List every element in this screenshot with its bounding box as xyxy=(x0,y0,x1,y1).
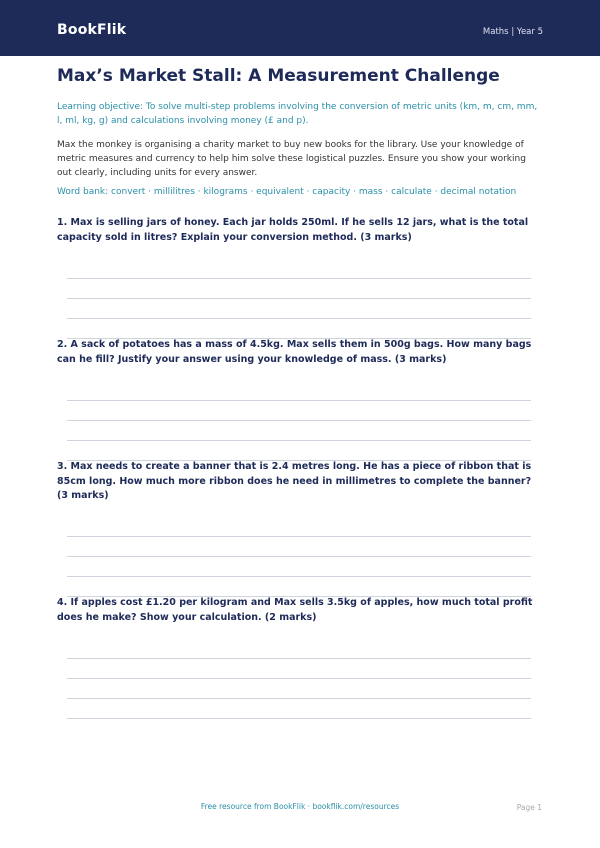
learning-objective: Learning objective: To solve multi-step problems involving the conversion of metric units (km, m, cm, mm, l, ml, kg, g) and calculations involving money (£ and p). xyxy=(57,102,538,126)
answer-line[interactable] xyxy=(67,556,531,557)
intro-text: Max the monkey is organising a charity market to buy new books for the library. Use your knowledge of metric measures and currency to help him solve these logistical puzzles. Ensure you show your working out clearly, including units for every answer. xyxy=(57,140,526,178)
answer-line[interactable] xyxy=(67,576,531,577)
page-number: Page 1 xyxy=(516,803,542,812)
subject-label: Maths | Year 5 xyxy=(482,27,543,37)
question-1: 1. Max is selling jars of honey. Each jar holds 250ml. If he sells 12 jars, what is the total capacity sold in litres? Explain your conversion method. (3 marks) xyxy=(57,217,529,243)
answer-line[interactable] xyxy=(67,400,531,401)
answer-line[interactable] xyxy=(67,440,531,441)
footer-credit[interactable]: Free resource from BookFlik · bookflik.com/resources xyxy=(200,802,400,811)
page-title: Max’s Market Stall: A Measurement Challenge xyxy=(57,66,500,86)
answer-line[interactable] xyxy=(67,718,531,719)
answer-line[interactable] xyxy=(67,678,531,679)
question-2: 2. A sack of potatoes has a mass of 4.5kg. Max sells them in 500g bags. How many bags can he fill? Justify your answer using your knowledge of mass. (3 marks) xyxy=(57,339,532,365)
brand-logo[interactable]: BookFlik xyxy=(57,22,127,38)
answer-line[interactable] xyxy=(67,698,531,699)
answer-line[interactable] xyxy=(67,420,531,421)
answer-line[interactable] xyxy=(67,536,531,537)
question-3: 3. Max needs to create a banner that is 2.4 metres long. He has a piece of ribbon that is 85cm long. How much more ribbon does he need in millimetres to complete the banner? (3 marks) xyxy=(57,461,532,501)
header-bar xyxy=(0,0,600,56)
answer-line[interactable] xyxy=(67,298,531,299)
answer-line[interactable] xyxy=(67,278,531,279)
word-bank: Word bank: convert · millilitres · kilograms · equivalent · capacity · mass · calculate · decimal notation xyxy=(57,187,517,197)
answer-line[interactable] xyxy=(67,658,531,659)
answer-line[interactable] xyxy=(67,318,531,319)
question-4: 4. If apples cost £1.20 per kilogram and Max sells 3.5kg of apples, how much total profit does he make? Show your calculation. (2 marks) xyxy=(57,597,533,623)
